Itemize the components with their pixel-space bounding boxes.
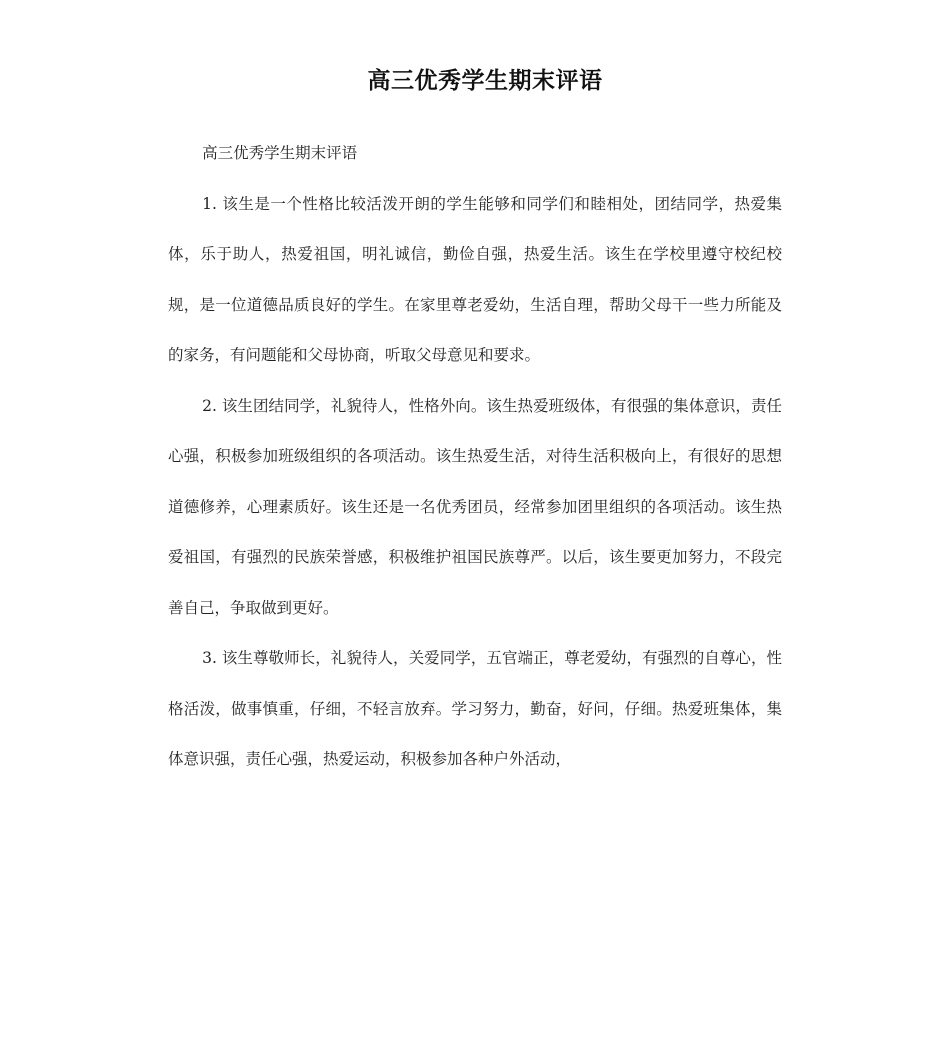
paragraph-comment-2: 2. 该生团结同学，礼貌待人，性格外向。该生热爱班级体，有很强的集体意识，责任心强，积极参加班级组织的各项活动。该生热爱生活，对待生活积极向上，有很好的思想道德修养，心理素质好。该生还是一名优秀团员，经常参加团里组织的各项活动。该生热爱祖国，有强烈的民族荣誉感，积极维护祖国民族尊严。以后，该生要更加努力，不段完善自己，争取做到更好。 [168,396,782,617]
paragraph-comment-1: 1. 该生是一个性格比较活泼开朗的学生能够和同学们和睦相处，团结同学，热爱集体，乐于助人，热爱祖国，明礼诚信，勤俭自强，热爱生活。该生在学校里遵守校纪校规，是一位道德品质良好的学生。在家里尊老爱幼，生活自理，帮助父母干一些力所能及的家务，有问题能和父母协商，听取父母意见和要求。 [168,194,782,364]
document-title: 高三优秀学生期末评语 [367,68,603,94]
paragraph-subtitle: 高三优秀学生期末评语 [202,144,358,162]
document-body [168,128,782,785]
paragraph-comment-3: 3. 该生尊敬师长，礼貌待人，关爱同学，五官端正，尊老爱幼，有强烈的自尊心，性格活泼，做事慎重，仔细，不轻言放弃。学习努力，勤奋，好问，仔细。热爱班集体，集体意识强，责任心强，热爱运动，积极参加各种户外活动， [168,649,782,768]
